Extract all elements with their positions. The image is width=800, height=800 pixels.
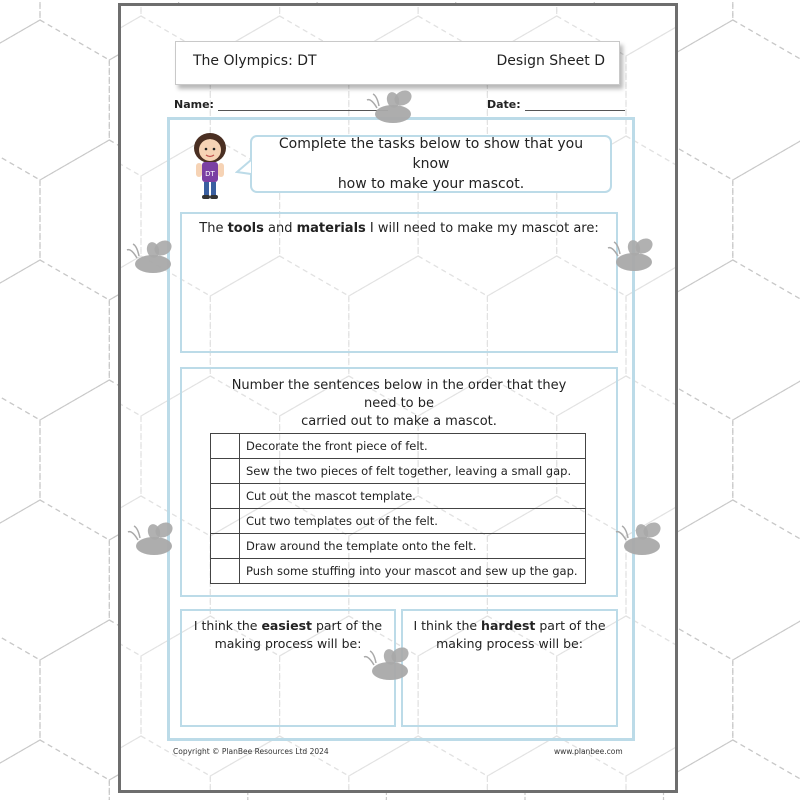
tools-prompt-text-3: I will need to make my mascot are: [365, 221, 599, 236]
step-text: Sew the two pieces of felt together, leaving a small gap. [240, 459, 586, 484]
date-label: Date: [487, 98, 521, 111]
ordering-prompt [182, 377, 616, 431]
name-field[interactable] [174, 98, 388, 111]
step-text: Draw around the template onto the felt. [240, 534, 586, 559]
step-text: Decorate the front piece of felt. [240, 434, 586, 459]
instruction-line-2: how to make your mascot. [337, 176, 525, 192]
date-write-line[interactable] [525, 99, 625, 111]
shirt-text: DT [205, 170, 215, 178]
speech-bubble-tail [235, 158, 255, 178]
step-text: Cut two templates out of the felt. [240, 509, 586, 534]
tools-materials-panel[interactable] [180, 212, 618, 353]
easiest-prompt-text-1: I think the [193, 618, 262, 633]
tools-prompt-bold-materials: materials [296, 221, 366, 236]
steps-table [210, 433, 586, 584]
bee-watermark-icon [365, 88, 425, 128]
hardest-prompt [403, 617, 616, 653]
hardest-prompt-text-2: part of the [535, 618, 606, 633]
worksheet-topic: The Olympics: DT [193, 53, 317, 69]
bee-watermark-icon [606, 236, 666, 276]
table-row [211, 484, 586, 509]
bee-watermark-icon [126, 520, 186, 560]
tools-prompt-text-2: and [263, 221, 297, 236]
ordering-prompt-line-1: Number the sentences below in the order that they need to be [231, 378, 567, 411]
step-number-box[interactable] [211, 459, 240, 484]
date-field[interactable] [487, 98, 625, 111]
step-number-box[interactable] [211, 484, 240, 509]
step-number-box[interactable] [211, 559, 240, 584]
step-text: Push some stuffing into your mascot and sew up the gap. [240, 559, 586, 584]
bee-watermark-icon [125, 238, 185, 278]
instruction-line-1: Complete the tasks below to show that you know [278, 136, 584, 172]
girl-character-icon [189, 128, 231, 202]
website-link[interactable]: www.planbee.com [554, 747, 623, 756]
table-row [211, 434, 586, 459]
ordering-prompt-line-2: carried out to make a mascot. [301, 414, 497, 429]
hardest-prompt-bold: hardest [481, 618, 536, 633]
hardest-prompt-line-2: making process will be: [436, 636, 583, 651]
easiest-prompt-bold: easiest [261, 618, 312, 633]
tools-panel-prompt [182, 220, 616, 238]
step-text: Cut out the mascot template. [240, 484, 586, 509]
table-row [211, 534, 586, 559]
bee-watermark-icon [614, 520, 674, 560]
worksheet-sheet-label: Design Sheet D [496, 53, 605, 69]
step-number-box[interactable] [211, 509, 240, 534]
copyright-notice: Copyright © PlanBee Resources Ltd 2024 [173, 747, 329, 756]
step-number-box[interactable] [211, 434, 240, 459]
tools-prompt-bold-tools: tools [227, 221, 264, 236]
name-write-line[interactable] [218, 99, 388, 111]
instruction-speech-bubble [250, 135, 612, 193]
table-row [211, 459, 586, 484]
hardest-prompt-text-1: I think the [413, 618, 482, 633]
bee-watermark-icon [362, 645, 422, 685]
easiest-prompt-line-2: making process will be: [214, 636, 362, 651]
hardest-part-panel[interactable] [401, 609, 618, 727]
step-number-box[interactable] [211, 534, 240, 559]
table-row [211, 559, 586, 584]
tools-prompt-text-1: The [199, 221, 228, 236]
table-row [211, 509, 586, 534]
name-label: Name: [174, 98, 214, 111]
ordering-panel [180, 367, 618, 597]
easiest-prompt-text-2: part of the [311, 618, 383, 633]
header-banner [175, 41, 620, 85]
